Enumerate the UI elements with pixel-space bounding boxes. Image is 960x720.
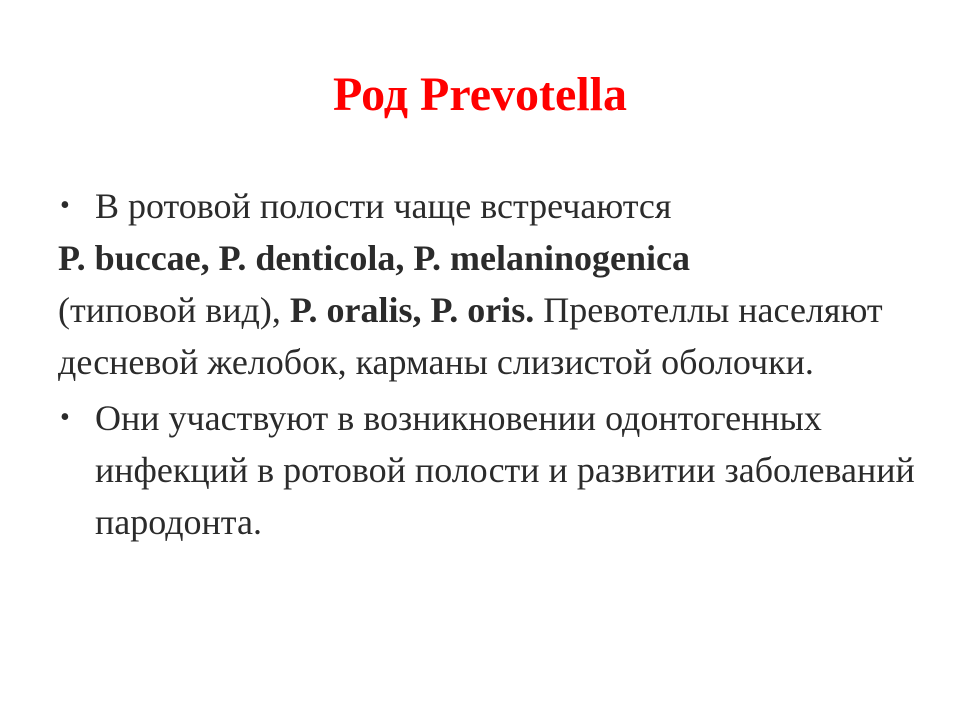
- species-paragraph: [58, 232, 918, 388]
- bullet-dot-icon: •: [60, 402, 70, 433]
- slide-body: [58, 180, 918, 548]
- bullet-dot-icon: •: [60, 190, 70, 221]
- species-more-list: P. oralis, P. oris.: [289, 290, 535, 330]
- bullet-item-1: [58, 180, 918, 232]
- bullet-item-2: [58, 392, 918, 548]
- bullet-1-text: В ротовой полости чаще встречаются: [95, 186, 672, 226]
- type-note: (типовой вид),: [58, 290, 290, 330]
- habitat-text: Превотеллы населяют десневой желобок, карманы слизистой оболочки.: [58, 290, 883, 382]
- species-main-list: P. buccae, P. denticola, P. melaninogenica: [58, 238, 691, 278]
- slide-title: Род Prevotella: [332, 68, 628, 121]
- bullet-2-text: Они участвуют в возникновении одонтогенных инфекций в ротовой полости и развитии заболеваний пародонта.: [95, 398, 915, 542]
